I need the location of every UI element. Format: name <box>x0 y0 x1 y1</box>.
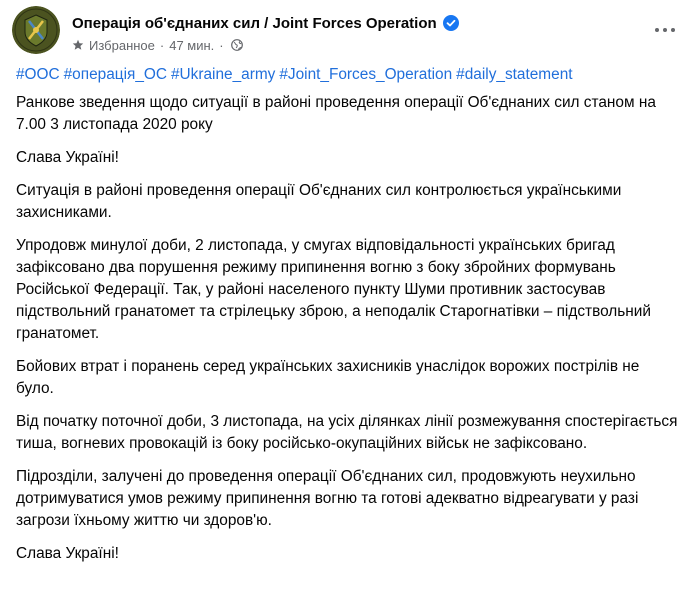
hashtag-link[interactable]: #Ukraine_army <box>170 66 276 83</box>
title-row <box>72 12 459 34</box>
post-paragraph: Ранкове зведення щодо ситуації в районі проведення операції Об'єднаних сил станом на 7.00 3 листопада 2020 року <box>16 94 656 133</box>
more-options-icon <box>655 28 659 32</box>
post-paragraph: Слава Україні! <box>16 545 119 562</box>
favorites-label[interactable]: Избранное <box>89 37 155 53</box>
post-header <box>12 6 683 60</box>
globe-icon[interactable] <box>231 39 243 51</box>
post-paragraph: Слава Україні! <box>16 149 119 166</box>
hashtag-link[interactable]: #Joint_Forces_Operation <box>279 66 453 83</box>
meta-separator-2: · <box>219 37 224 53</box>
verified-badge-icon <box>443 15 459 31</box>
jfo-emblem-icon <box>12 6 60 54</box>
more-options-button[interactable] <box>647 12 683 48</box>
post-paragraph: Ситуація в районі проведення операції Об'єднаних сил контролюється українськими захисниками. <box>16 182 622 221</box>
hashtag-link[interactable]: #daily_statement <box>456 66 573 83</box>
hashtag-link[interactable]: #операція_ОС <box>63 66 167 83</box>
post-body <box>16 64 680 576</box>
post-timestamp[interactable]: 47 мин. <box>169 37 215 53</box>
post-paragraph: Підрозділи, залучені до проведення операції Об'єднаних сил, продовжують неухильно дотримуватися умов режиму припинення вогню та готові адекватно відреагувати у разі загрози їхньому життю чи здоров'ю. <box>16 468 639 529</box>
post-paragraph: Від початку поточної доби, 3 листопада, на усіх ділянках лінії розмежування спостерігається тиша, вогневих провокацій із боку російсько-окупаційних військ не зафіксовано. <box>16 413 678 452</box>
post-meta <box>72 37 243 53</box>
page-avatar[interactable] <box>12 6 60 54</box>
post-paragraph: Упродовж минулої доби, 2 листопада, у смугах відповідальності українських бригад зафіксовано два порушення режиму припинення вогню з боку збройних формувань Російської Федерації. Так, у районі населеного пункту Шуми противник застосував підствольний гранатомет та стрілецьку зброю, а неподалік Старогнатівки – підствольний гранатомет. <box>16 237 651 342</box>
star-icon <box>72 39 84 51</box>
more-options-icon-dot <box>671 28 675 32</box>
post-paragraph: Бойових втрат і поранень серед українських захисників унаслідок ворожих пострілів не було. <box>16 358 640 397</box>
meta-separator: · <box>159 37 165 53</box>
hashtag-link[interactable]: #ООС <box>16 66 60 83</box>
more-options-icon-dot <box>663 28 667 32</box>
hashtag-list <box>16 64 680 86</box>
page-name-link[interactable]: Операція об'єднаних сил / Joint Forces Operation <box>72 14 437 32</box>
